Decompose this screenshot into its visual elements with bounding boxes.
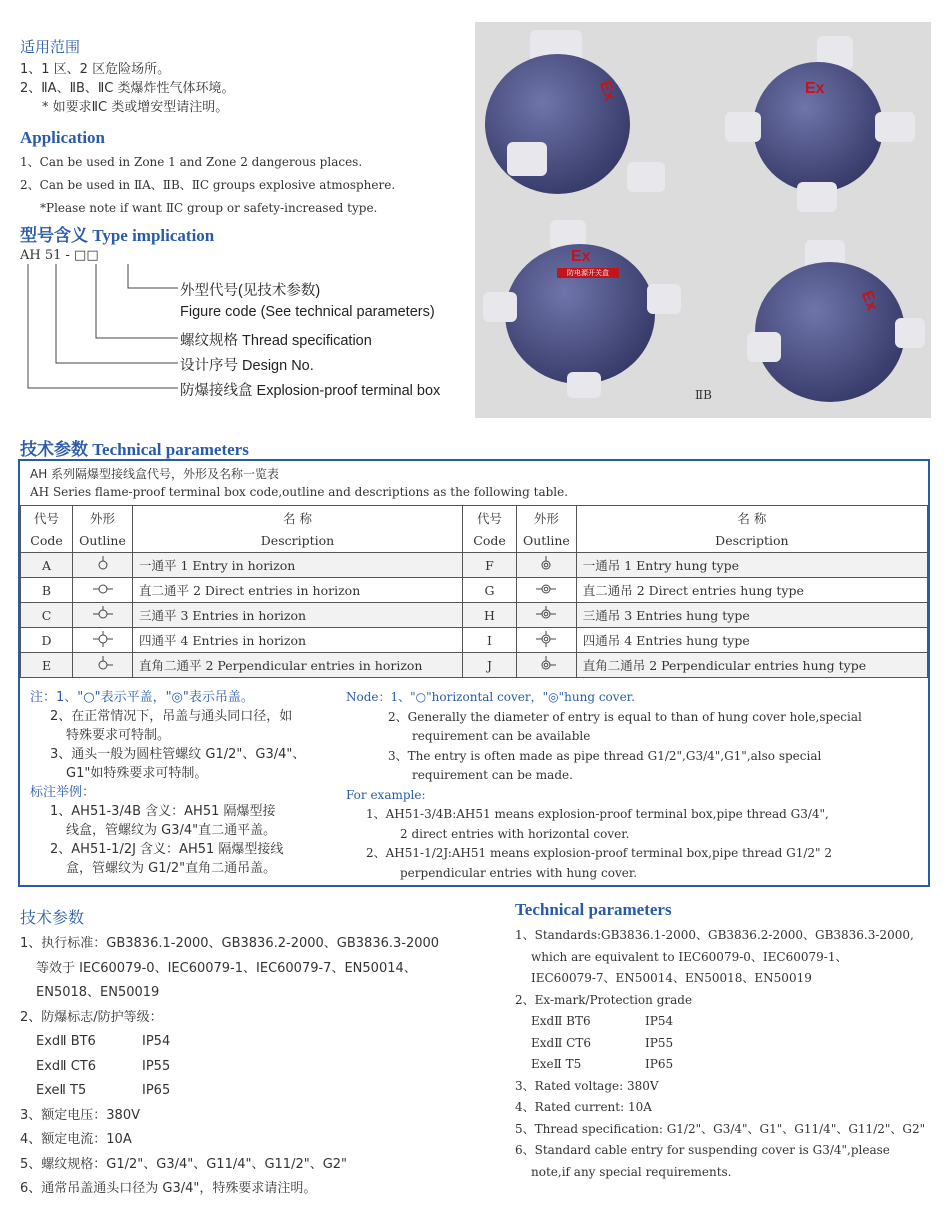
list-item: 4、Rated current: 10A	[515, 1100, 652, 1114]
list-item	[515, 1054, 925, 1076]
note-line: 2、AH51-1/2J 含义：AH51 隔爆型接线	[50, 842, 284, 857]
note-line: requirement can be available	[412, 729, 591, 743]
list-item: 6、Standard cable entry for suspending cover is G3/4",please	[515, 1143, 890, 1157]
figure-code-leader	[128, 264, 178, 288]
notes-cn	[30, 688, 305, 878]
description-cell: 直角二通平 2 Perpendicular entries in horizon	[133, 653, 463, 678]
code-cell: J	[463, 653, 517, 678]
application-en-list	[20, 152, 460, 221]
ip-grade-value: IP55	[645, 1035, 674, 1050]
list-item: 6、通常吊盖通头口径为 G3/4"，特殊要求请注明。	[20, 1181, 317, 1196]
ip-grade-value: IP55	[142, 1058, 171, 1074]
code-table	[20, 505, 928, 678]
outline-cell	[73, 653, 133, 678]
code-cell: E	[21, 653, 73, 678]
note-line: 2、Generally the diameter of entry is equal to than of hung cover hole,special	[388, 709, 862, 724]
list-item: 2、Can be used in ⅡA、ⅡB、ⅡC groups explosive atmosphere.	[20, 178, 396, 192]
list-item: 1、1 区、2 区危险场所。	[20, 62, 171, 77]
ex-mark: Ex	[595, 78, 619, 103]
outline-cell	[517, 553, 577, 578]
header-outline: 外形	[517, 506, 577, 530]
list-item: 5、Thread specification: G1/2"、G3/4"、G1"、G11/4"、G11/2"、G2"	[515, 1121, 926, 1136]
model-code: AH 51 - □□	[20, 248, 99, 263]
outline-2-hung-icon	[535, 581, 557, 597]
outline-cell	[73, 578, 133, 603]
description-cell: 四通吊 4 Entries hung type	[576, 628, 927, 653]
note-line: 3、通头一般为圆柱管螺纹 G1/2"、G3/4"、	[50, 747, 306, 762]
list-item: *Please note if want ⅡC group or safety-increased type.	[40, 201, 378, 215]
outline-3-hung-icon	[535, 606, 557, 622]
note-line: requirement can be made.	[412, 768, 573, 782]
ex-mark-value: ExdⅡ CT6	[531, 1035, 591, 1050]
name-plate: 防电源开关盒	[557, 268, 619, 278]
code-cell: G	[463, 578, 517, 603]
description-cell: 三通平 3 Entries in horizon	[133, 603, 463, 628]
type-implication-title: 型号含义 Type implication	[20, 226, 215, 245]
list-item: 1、Can be used in Zone 1 and Zone 2 dangerous places.	[20, 155, 363, 169]
note-line: 盒，管螺纹为 G1/2"直角二通吊盖。	[66, 861, 277, 876]
application-en-title: Application	[20, 128, 106, 147]
note-line: 注：1、"○"表示平盖，"◎"表示吊盖。	[30, 690, 254, 705]
header-code-en: Code	[463, 529, 517, 553]
header-code: 代号	[463, 506, 517, 530]
note-line: 1、AH51-3/4B:AH51 means explosion-proof terminal box,pipe thread G3/4",	[366, 807, 829, 821]
note-line: perpendicular entries with hung cover.	[400, 865, 638, 880]
description-cell: 一通吊 1 Entry hung type	[576, 553, 927, 578]
design-no-label: 设计序号 Design No.	[180, 358, 314, 374]
outline-3-horizontal-icon	[92, 606, 114, 622]
header-code: 代号	[21, 506, 73, 530]
header-description: 名 称	[133, 506, 463, 530]
terminal-box-image	[485, 54, 630, 194]
list-item: note,if any special requirements.	[531, 1164, 732, 1179]
outline-cell	[73, 553, 133, 578]
application-cn-list	[20, 60, 235, 117]
description-cell: 直角二通吊 2 Perpendicular entries hung type	[576, 653, 927, 678]
outline-1-hung-icon	[535, 556, 557, 572]
table-row	[21, 553, 928, 578]
outline-cell	[73, 603, 133, 628]
ex-mark-value: ExeⅡ T5	[36, 1083, 87, 1098]
list-item	[20, 1055, 439, 1080]
outline-4-hung-icon	[535, 631, 557, 647]
photo-caption: ⅡB	[695, 388, 712, 402]
note-line: G1"如特殊要求可特制。	[66, 766, 208, 781]
notes-en	[346, 688, 862, 883]
note-line: 1、AH51-3/4B 含义：AH51 隔爆型接	[50, 804, 276, 819]
header-description: 名 称	[576, 506, 927, 530]
header-outline: 外形	[73, 506, 133, 530]
list-item	[515, 1011, 925, 1033]
outline-cell	[517, 653, 577, 678]
application-cn-title: 适用范围	[20, 38, 81, 56]
ex-mark: Ex	[571, 248, 591, 265]
design-no-leader	[56, 264, 178, 363]
example-title: For example:	[346, 787, 426, 802]
list-item: 4、额定电流：10A	[20, 1132, 132, 1147]
tech-en-list	[515, 925, 925, 1183]
code-cell: F	[463, 553, 517, 578]
outline-cell	[517, 578, 577, 603]
thread-spec-leader	[96, 264, 178, 338]
description-cell: 一通平 1 Entry in horizon	[133, 553, 463, 578]
outline-4-horizontal-icon	[92, 631, 114, 647]
note-line: 2 direct entries with horizontal cover.	[400, 826, 630, 841]
ip-grade-value: IP65	[142, 1083, 171, 1098]
code-cell: D	[21, 628, 73, 653]
list-item: 2、ⅡA、ⅡB、ⅡC 类爆炸性气体环境。	[20, 81, 235, 96]
list-item: IEC60079-7、EN50014、EN50018、EN50019	[531, 971, 812, 985]
note-line: Node：1、"○"horizontal cover，"◎"hung cover.	[346, 690, 635, 704]
header-code-en: Code	[21, 529, 73, 553]
list-item: 1、执行标准：GB3836.1-2000、GB3836.2-2000、GB3836.3-2000	[20, 936, 440, 951]
list-item: 1、Standards:GB3836.1-2000、GB3836.2-2000、GB3836.3-2000,	[515, 928, 914, 942]
table-header-row	[21, 506, 928, 530]
description-cell: 四通平 4 Entries in horizon	[133, 628, 463, 653]
ip-grade-value: IP54	[645, 1014, 674, 1028]
type-implication-diagram	[18, 262, 188, 402]
code-cell: B	[21, 578, 73, 603]
tech-cn-title: 技术参数	[20, 908, 85, 927]
example-title: 标注举例：	[30, 785, 96, 800]
table-header-row	[21, 529, 928, 553]
note-line: 2、在正常情况下，吊盖与通头同口径，如	[50, 709, 293, 724]
list-item	[515, 1033, 925, 1055]
table-row	[21, 578, 928, 603]
ex-mark-value: ExdⅡ CT6	[36, 1058, 96, 1074]
note-line: 特殊要求可特制。	[66, 728, 171, 743]
terminal-box-label: 防爆接线盒 Explosion-proof terminal box	[180, 383, 441, 399]
header-outline-en: Outline	[73, 529, 133, 553]
ex-mark: Ex	[857, 288, 881, 313]
ip-grade-value: IP54	[142, 1034, 171, 1049]
tech-en-title: Technical parameters	[515, 900, 672, 919]
outline-cell	[517, 603, 577, 628]
outline-2-horizontal-icon	[92, 581, 114, 597]
figure-code-cn: 外型代号(见技术参数)	[180, 283, 321, 299]
list-item: 3、额定电压：380V	[20, 1107, 140, 1123]
description-cell: 三通吊 3 Entries hung type	[576, 603, 927, 628]
header-description-en: Description	[576, 529, 927, 553]
list-item: 5、螺纹规格：G1/2"、G3/4"、G11/4"、G11/2"、G2"	[20, 1156, 348, 1172]
header-outline-en: Outline	[517, 529, 577, 553]
description-cell: 直二通平 2 Direct entries in horizon	[133, 578, 463, 603]
list-item: 3、Rated voltage: 380V	[515, 1078, 659, 1093]
table-intro-en: AH Series flame-proof terminal box code,outline and descriptions as the following table.	[30, 485, 569, 499]
table-intro-cn: AH 系列隔爆型接线盒代号，外形及名称一览表	[30, 467, 280, 481]
thread-spec-label: 螺纹规格 Thread specification	[180, 333, 372, 349]
outline-cell	[517, 628, 577, 653]
ex-mark-value: ExeⅡ T5	[531, 1057, 582, 1071]
product-photo	[475, 22, 931, 418]
note-line: 3、The entry is often made as pipe thread G1/2",G3/4",G1",also special	[388, 748, 822, 763]
list-item: EN5018、EN50019	[36, 985, 160, 1000]
note-line: 2、AH51-1/2J:AH51 means explosion-proof terminal box,pipe thread G1/2" 2	[366, 846, 832, 860]
header-description-en: Description	[133, 529, 463, 553]
list-item: which are equivalent to IEC60079-0、IEC60079-1、	[531, 949, 848, 964]
ex-mark: Ex	[805, 80, 825, 97]
ip-grade-value: IP65	[645, 1057, 674, 1071]
outline-1-horizontal-icon	[92, 556, 114, 572]
code-cell: A	[21, 553, 73, 578]
code-cell: I	[463, 628, 517, 653]
description-cell: 直二通吊 2 Direct entries hung type	[576, 578, 927, 603]
outline-perpendicular-horizontal-icon	[92, 656, 114, 672]
ex-mark-value: ExdⅡ BT6	[36, 1034, 96, 1049]
ex-mark-value: ExdⅡ BT6	[531, 1014, 591, 1028]
table-row	[21, 603, 928, 628]
table-row	[21, 653, 928, 678]
table-row	[21, 628, 928, 653]
list-item: 2、Ex-mark/Protection grade	[515, 992, 693, 1007]
tech-section-title: 技术参数 Technical parameters	[20, 440, 249, 459]
figure-code-en: Figure code (See technical parameters)	[180, 304, 435, 320]
note-line: 线盒，管螺纹为 G3/4"直二通平盖。	[66, 823, 277, 838]
outline-perpendicular-hung-icon	[535, 656, 557, 672]
outline-cell	[73, 628, 133, 653]
list-item: * 如要求ⅡC 类或增安型请注明。	[42, 100, 229, 115]
list-item: 2、防爆标志/防护等级：	[20, 1009, 163, 1025]
list-item: 等效于 IEC60079-0、IEC60079-1、IEC60079-7、EN50014、	[36, 960, 417, 976]
tech-cn-list	[20, 932, 439, 1202]
list-item	[20, 1079, 439, 1104]
code-cell: H	[463, 603, 517, 628]
terminal-box-leader	[28, 264, 178, 388]
list-item	[20, 1030, 439, 1055]
code-cell: C	[21, 603, 73, 628]
